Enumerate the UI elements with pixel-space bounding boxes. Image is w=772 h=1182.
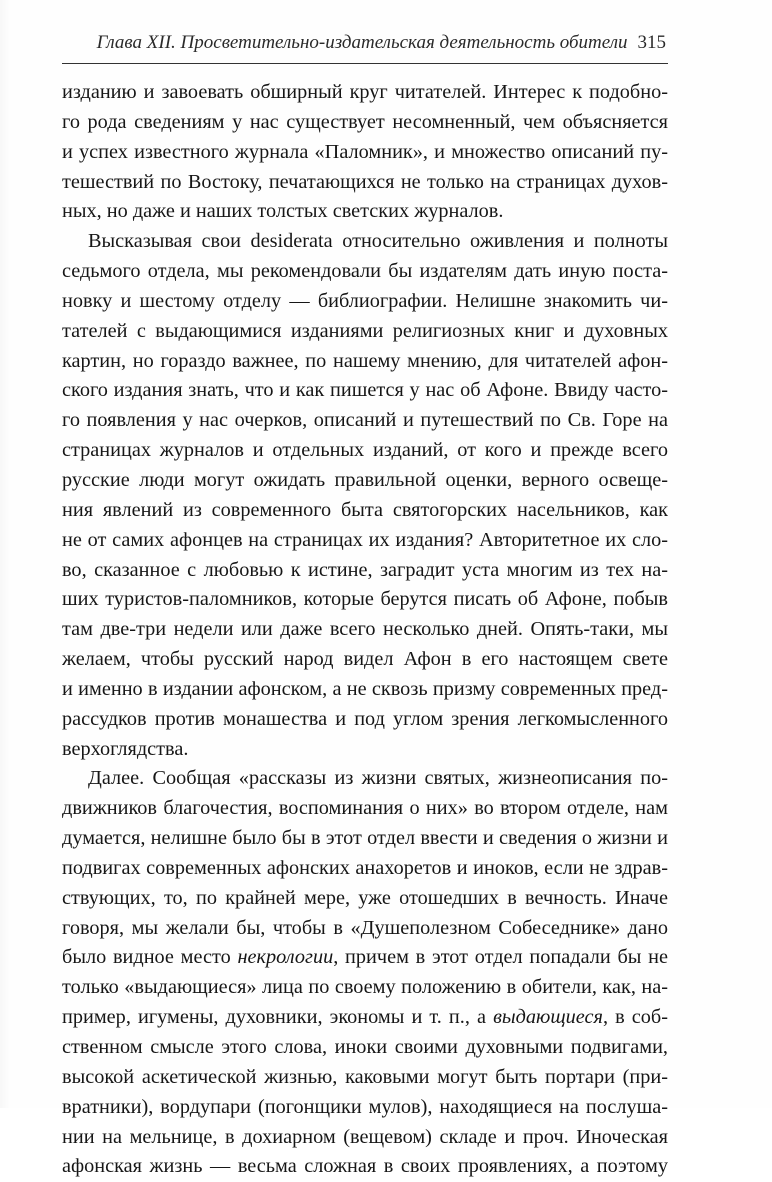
text-line: подвигах современных афонских анахоретов и иноков, если не здрав- [62,856,668,879]
page-number: 315 [637,32,666,53]
text-line: только «выдающиеся» лица по своему положению в обители, как, на- [62,976,668,999]
text-line: рассудков против монашества и под углом зрения легкомысленного [62,707,668,730]
text-segment: пример, игумены, духовники, экономы и т. п., а [62,1006,494,1029]
text-line: думается, нелишне было бы в этот отдел ввести и сведения о жизни и [62,827,668,850]
text-line: нии на мельнице, в дохиарном (вещевом) складе и проч. Иноческая [62,1125,668,1148]
text-line: Далее. Сообщая «рассказы из жизни святых, жизнеописания по- [88,767,668,790]
text-line: седьмого отдела, мы рекомендовали бы издателям дать иную поста- [62,260,668,283]
italic-term-necrology: некрологии [237,946,334,969]
text-line: и именно в издании афонском, а не сквозь призму современных пред- [62,677,668,700]
text-line: там две-три недели или даже всего несколько дней. Опять-таки, мы [62,618,668,641]
text-line: ского издания знать, что и как пишется у нас об Афоне. Ввиду часто- [62,379,668,402]
text-line: тешествий по Востоку, печатающихся не только на страницах духов- [62,170,668,193]
header-rule [62,63,668,64]
text-line: движников благочестия, воспоминания о них» во втором отделе, нам [62,797,668,820]
text-line [62,1003,668,1033]
text-line: во, сказанное с любовью к истине, заградит уста многим из тех на- [62,558,668,581]
text-line: ствующих, то, по крайней мере, уже отошедших в вечность. Иначе [62,886,668,909]
text-line: ственном смысле этого слова, иноки своими духовными подвигами, [62,1036,668,1058]
running-header [62,32,666,58]
text-line: афонская жизнь — весьма сложная в своих проявлениях, а поэтому [62,1155,668,1178]
italic-term-outstanding: выдающиеся [493,1006,603,1029]
text-line: ных, но даже и наших толстых светских журналов. [62,200,504,223]
text-line: страницах журналов и отдельных изданий, от кого и прежде всего [62,439,668,462]
text-line [62,943,668,973]
body-text [62,78,668,1182]
text-segment: , в соб- [602,1006,668,1029]
text-line: Высказывая свои desiderata относительно оживления и полноты [88,230,668,253]
text-line: говоря, мы желали бы, чтобы в «Душеполезном Собеседнике» дано [62,916,668,939]
text-line: новку и шестому отделу — библиографии. Нелишне знакомить чи- [62,289,668,312]
text-line: желаем, чтобы русский народ видел Афон в его настоящем свете [62,648,668,671]
text-line: высокой аскетической жизнью, каковыми могут быть портари (при- [62,1065,668,1088]
text-line: не от самих афонцев на страницах их издания? Авторитетное их сло- [62,528,668,551]
text-line: вратники), вордупари (погонщики мулов), находящиеся на послуша- [62,1095,668,1118]
chapter-title: Глава XII. Просветительно-издательская деятельность обители [96,32,628,53]
text-line: и успех известного журнала «Паломник», и множество описаний пу- [62,140,668,163]
text-line: русские люди могут ожидать правильной оценки, верного освеще- [62,468,668,491]
text-segment: , причем в этот отдел попадали бы не [333,946,668,969]
text-segment: было видное место [62,946,238,969]
text-line: го рода сведениям у нас существует несомненный, чем объясняется [62,110,668,133]
text-line: тателей с выдающимися изданиями религиозных книг и духовных [62,319,668,342]
text-line: картин, но гораздо важнее, по нашему мнению, для читателей афон- [62,349,668,372]
text-line: ния явлений из современного быта святогорских насельников, как [62,498,668,521]
text-line: го появления у нас очерков, описаний и путешествий по Св. Горе на [62,409,668,432]
text-line: изданию и завоевать обширный круг читателей. Интерес к подобно- [62,81,668,103]
text-line: верхоглядства. [62,737,189,760]
scan-edge-shadow [0,0,10,1108]
text-line: ших туристов-паломников, которые берутся писать об Афоне, побыв [62,588,668,611]
